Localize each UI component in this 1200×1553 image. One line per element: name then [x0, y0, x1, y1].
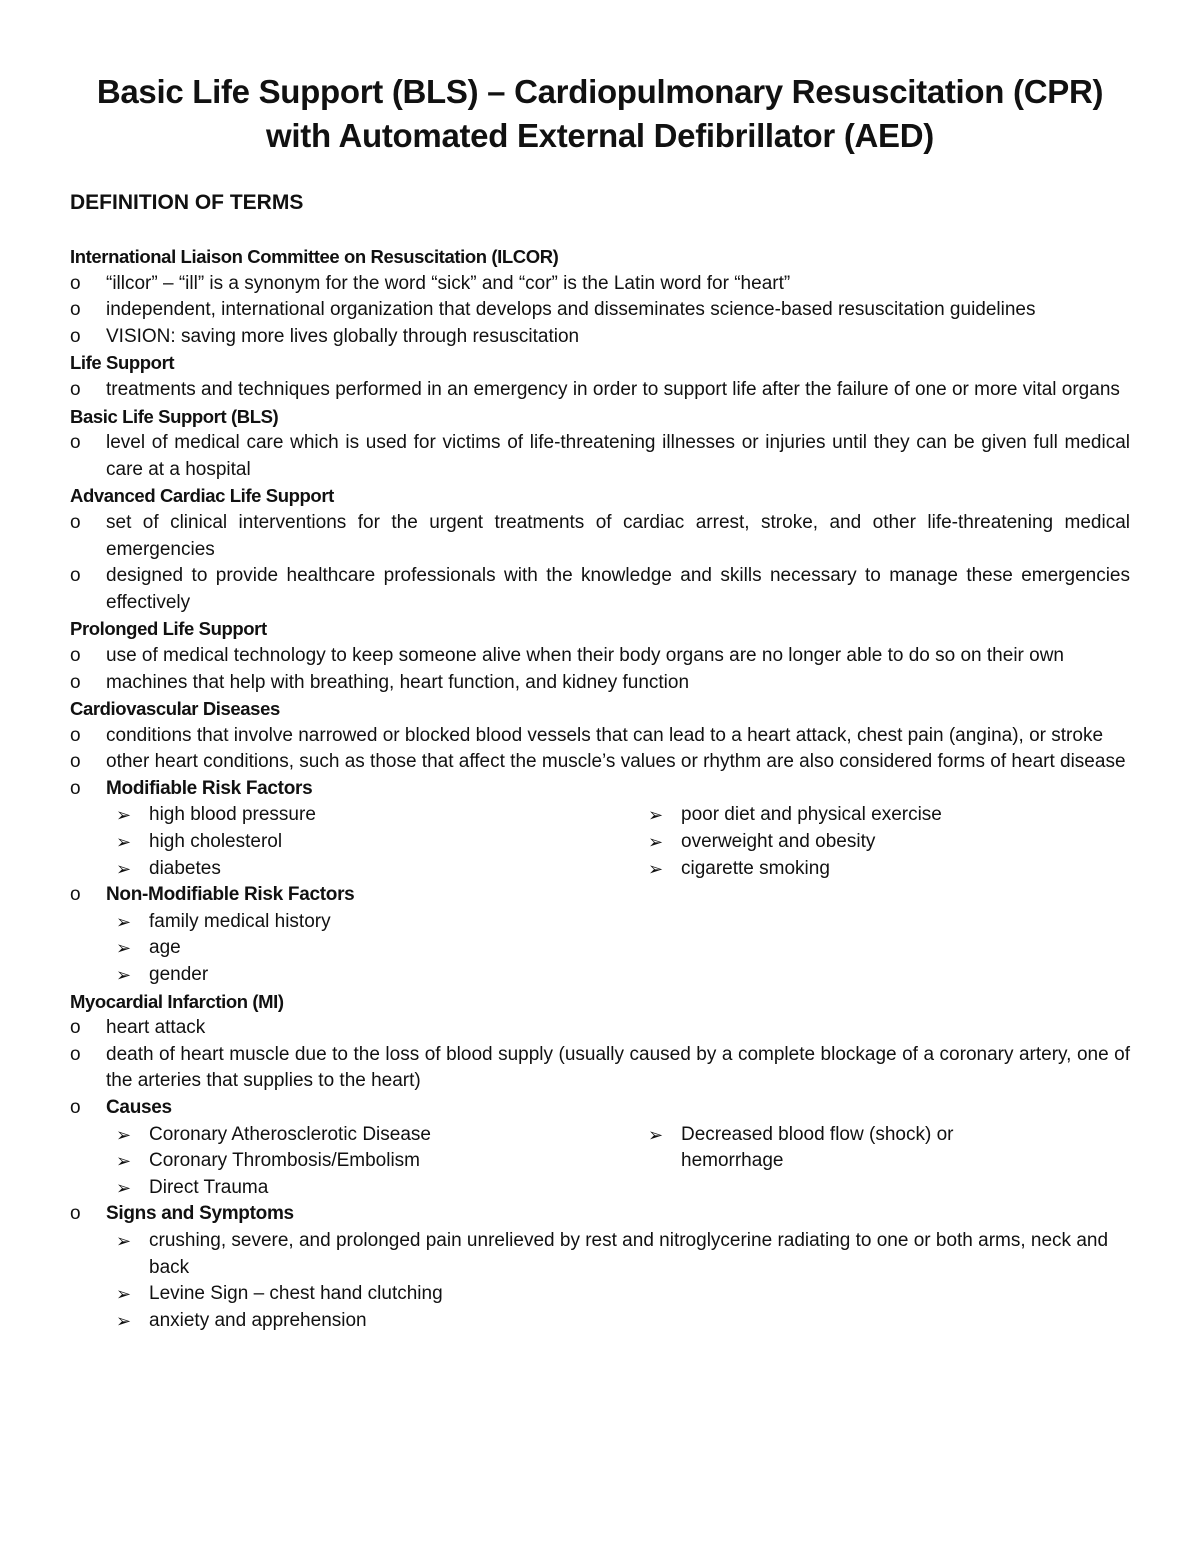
list-item: ➢ overweight and obesity: [638, 829, 1130, 856]
document-title: Basic Life Support (BLS) – Cardiopulmonary Resuscitation (CPR) with Automated External Defibrillator (AED): [96, 73, 1104, 154]
term-bls: Basic Life Support (BLS): [70, 405, 279, 427]
list-item: ➢ age: [106, 935, 1130, 962]
list-item: ➢ Coronary Thrombosis/Embolism: [106, 1148, 598, 1175]
bullet: o: [70, 644, 81, 666]
list-item: [70, 776, 1130, 882]
list-item: o heart attack: [70, 1015, 1130, 1042]
list-item: o use of medical technology to keep someone alive when their body organs are no longer able to do so on their own: [70, 643, 1130, 670]
life-support-list: [70, 377, 1130, 404]
list-item: ➢ Decreased blood flow (shock) or hemorrhage: [648, 1123, 954, 1172]
bullet: o: [70, 432, 81, 454]
bullet: o: [70, 884, 81, 906]
list-item: o conditions that involve narrowed or blocked blood vessels that can lead to a heart attack, chest pain (angina), or stroke: [70, 723, 1130, 750]
list-item: ➢ Levine Sign – chest hand clutching: [106, 1281, 1130, 1308]
acls-list: [70, 510, 1130, 616]
arrow-bullet-icon: ➢: [116, 965, 132, 986]
list-item: o death of heart muscle due to the loss of blood supply (usually caused by a complete blockage of a coronary artery, one of the arteries that supplies to the heart): [70, 1043, 1130, 1092]
bullet: o: [70, 1097, 81, 1118]
bullet: o: [70, 777, 81, 799]
bullet: o: [70, 1043, 81, 1065]
arrow-bullet-icon: ➢: [116, 858, 132, 879]
bullet: o: [70, 1203, 81, 1225]
list-item: o “illcor” – “ill” is a synonym for the word “sick” and “cor” is the Latin word for “heart”: [70, 271, 1130, 298]
modifiable-risk-heading: Modifiable Risk Factors: [106, 777, 313, 799]
bullet: o: [70, 511, 81, 533]
list-item: ➢ anxiety and apprehension: [106, 1308, 1130, 1335]
list-item: o level of medical care which is used for victims of life-threatening illnesses or injuries until they can be given full medical care at a hospital: [70, 432, 1130, 480]
arrow-bullet-icon: ➢: [116, 1124, 132, 1145]
list-item: ➢ family medical history: [106, 909, 1130, 936]
list-item: o machines that help with breathing, heart function, and kidney function: [70, 670, 1130, 697]
list-item: ➢ cigarette smoking: [638, 856, 1130, 883]
term-ilcor: International Liaison Committee on Resuscitation (ILCOR): [70, 246, 559, 267]
term-prolonged-life-support: Prolonged Life Support: [70, 618, 267, 640]
bullet: o: [70, 1017, 81, 1039]
arrow-bullet-icon: ➢: [116, 1151, 132, 1172]
arrow-bullet-icon: ➢: [648, 805, 664, 826]
list-item: ➢ Direct Trauma: [106, 1175, 598, 1202]
bullet: o: [70, 272, 81, 294]
term-life-support: Life Support: [70, 352, 175, 374]
list-item: o other heart conditions, such as those that affect the muscle’s values or rhythm are also considered forms of heart disease: [70, 749, 1130, 776]
non-modifiable-risk-heading: Non-Modifiable Risk Factors: [106, 884, 355, 906]
bullet: o: [70, 299, 81, 321]
bullet: o: [70, 565, 81, 587]
list-item: o set of clinical interventions for the urgent treatments of cardiac arrest, stroke, and other life-threatening medical emergencies: [70, 511, 1130, 560]
term-acls: Advanced Cardiac Life Support: [70, 485, 334, 507]
arrow-bullet-icon: ➢: [116, 1310, 132, 1331]
arrow-bullet-icon: ➢: [116, 938, 132, 959]
term-myocardial-infarction: Myocardial Infarction (MI): [70, 990, 284, 1012]
arrow-bullet-icon: ➢: [116, 911, 132, 932]
bls-list: [70, 430, 1130, 483]
bullet: o: [70, 724, 81, 746]
pls-list: [70, 643, 1130, 696]
list-item: o VISION: saving more lives globally through resuscitation: [70, 324, 1130, 351]
list-item: ➢ high cholesterol: [106, 829, 598, 856]
list-item: ➢ poor diet and physical exercise: [638, 802, 1130, 829]
bullet: o: [70, 378, 81, 400]
list-item: o treatments and techniques performed in an emergency in order to support life after the failure of one or more vital organs: [70, 377, 1130, 404]
mi-list: [70, 1015, 1130, 1334]
bullet: o: [70, 325, 81, 347]
list-item: [70, 1201, 1130, 1334]
arrow-bullet-icon: ➢: [648, 1124, 664, 1145]
ilcor-list: [70, 271, 1130, 351]
arrow-bullet-icon: ➢: [116, 832, 132, 853]
list-item: ➢ crushing, severe, and prolonged pain unrelieved by rest and nitroglycerine radiating to one or both arms, neck and back: [116, 1229, 1109, 1278]
arrow-bullet-icon: ➢: [116, 1284, 132, 1305]
causes-list: [70, 1122, 1130, 1202]
term-cardiovascular-diseases: Cardiovascular Diseases: [70, 698, 280, 720]
signs-symptoms-heading: Signs and Symptoms: [106, 1203, 294, 1225]
list-item: o designed to provide healthcare professionals with the knowledge and skills necessary to manage these emergencies effectively: [70, 565, 1130, 613]
list-item: [70, 1095, 1130, 1201]
section-heading: DEFINITION OF TERMS: [70, 191, 304, 214]
list-item: o independent, international organization that develops and disseminates science-based resuscitation guidelines: [70, 297, 1130, 324]
causes-heading: Causes: [106, 1097, 172, 1118]
bullet: o: [70, 751, 81, 773]
list-item: ➢ high blood pressure: [106, 802, 598, 829]
modifiable-risk-list: [70, 802, 1130, 882]
document-page: [70, 70, 1130, 1334]
list-item: ➢ gender: [106, 962, 1130, 989]
arrow-bullet-icon: ➢: [648, 858, 664, 879]
list-item: [70, 882, 1130, 988]
list-item: ➢ Coronary Atherosclerotic Disease: [106, 1122, 598, 1149]
arrow-bullet-icon: ➢: [648, 832, 664, 853]
bullet: o: [70, 671, 81, 693]
arrow-bullet-icon: ➢: [116, 805, 132, 826]
non-modifiable-risk-list: [106, 909, 1130, 989]
signs-symptoms-list: [106, 1228, 1130, 1334]
list-item: ➢ diabetes: [106, 856, 598, 883]
cvd-list: [70, 723, 1130, 989]
arrow-bullet-icon: ➢: [116, 1230, 132, 1251]
arrow-bullet-icon: ➢: [116, 1177, 132, 1198]
